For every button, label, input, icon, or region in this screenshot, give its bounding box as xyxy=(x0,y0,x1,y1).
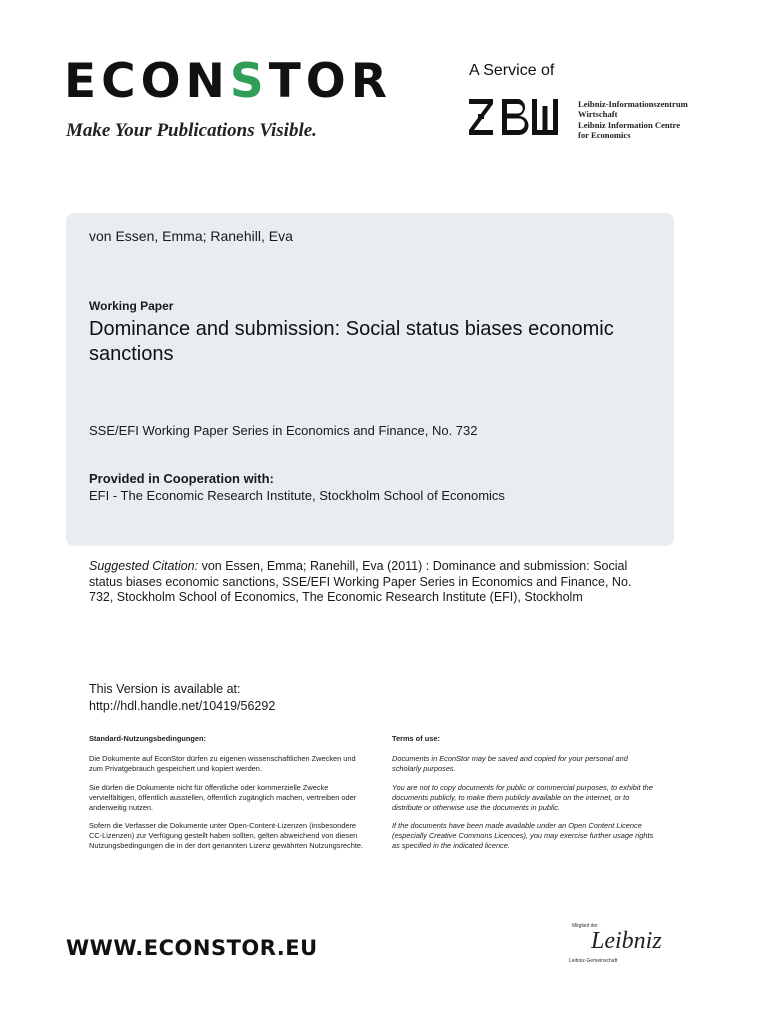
citation-text: von Essen, Emma; Ranehill, Eva (2011) : Dominance and submission: Social status biases economic sanctions, SSE/EFI Working Paper Series in Economics and Finance, No. 732, Stockholm School of Economics, The Economic Research Institute (EFI), Stockholm xyxy=(89,559,632,604)
terms-german-paragraph: Die Dokumente auf EconStor dürfen zu eigenen wissenschaftlichen Zwecken und zum Privatgebrauch gespeichert und kopiert werden. xyxy=(89,753,356,773)
footer-url[interactable]: WWW.ECONSTOR.EU xyxy=(66,936,318,960)
zbw-name xyxy=(578,99,688,141)
leibniz-subtitle: Leibniz-Gemeinschaft xyxy=(569,958,618,964)
paper-title: Dominance and submission: Social status biases economic sanctions xyxy=(89,318,614,365)
zbw-line: Wirtschaft xyxy=(578,109,618,120)
logo-accent: S xyxy=(229,54,269,109)
version-label: This Version is available at: xyxy=(89,682,241,696)
authors: von Essen, Emma; Ranehill, Eva xyxy=(89,228,293,244)
document-type: Working Paper xyxy=(89,299,174,313)
leibniz-logo: Leibniz xyxy=(591,928,662,954)
cooperation-label: Provided in Cooperation with: xyxy=(89,471,274,486)
zbw-logo xyxy=(469,96,565,138)
cooperation-institution: EFI - The Economic Research Institute, Stockholm School of Economics xyxy=(89,488,505,503)
terms-german-paragraph: Sie dürfen die Dokumente nicht für öffentliche oder kommerzielle Zwecke vervielfältigen, öffentlich ausstellen, öffentlich zugänglich machen, vertreiben oder anderweitig nutzen. xyxy=(89,782,357,812)
citation-label: Suggested Citation: xyxy=(89,559,199,573)
series: SSE/EFI Working Paper Series in Economics and Finance, No. 732 xyxy=(89,423,478,438)
tagline: Make Your Publications Visible. xyxy=(66,120,317,141)
terms-english-heading: Terms of use: xyxy=(392,734,440,743)
terms-german-paragraph: Sofern die Verfasser die Dokumente unter Open-Content-Lizenzen (insbesondere CC-Lizenzen) zur Verfügung gestellt haben sollten, gelten abweichend von diesen Nutzungsbedingungen die in der dort genannten Lizenz gewährten Nutzungsrechte. xyxy=(89,821,364,851)
terms-german xyxy=(89,734,369,860)
leibniz-member-label: Mitglied der xyxy=(572,923,598,929)
suggested-citation xyxy=(89,559,634,606)
logo-prefix: ECON xyxy=(64,54,230,109)
zbw-line: for Economics xyxy=(578,130,631,141)
zbw-line: Leibniz Information Centre xyxy=(578,119,681,130)
logo-suffix: TOR xyxy=(268,54,392,109)
service-of-label: A Service of xyxy=(469,62,555,79)
terms-english-paragraph: Documents in EconStor may be saved and copied for your personal and scholarly purposes. xyxy=(392,753,628,773)
econstor-logo xyxy=(64,54,392,109)
terms-english-paragraph: You are not to copy documents for public or commercial purposes, to exhibit the documents publicly, to make them publicly available on the internet, or to distribute or otherwise use the documents in public. xyxy=(392,782,653,812)
zbw-line: Leibniz-Informationszentrum xyxy=(578,99,688,109)
terms-english-paragraph: If the documents have been made available under an Open Content Licence (especially Creative Commons Licences), you may exercise further usage rights as specified in the indicated licence. xyxy=(392,821,654,851)
terms-german-heading: Standard-Nutzungsbedingungen: xyxy=(89,734,207,743)
terms-english xyxy=(392,734,654,860)
handle-link[interactable]: http://hdl.handle.net/10419/56292 xyxy=(89,699,276,713)
